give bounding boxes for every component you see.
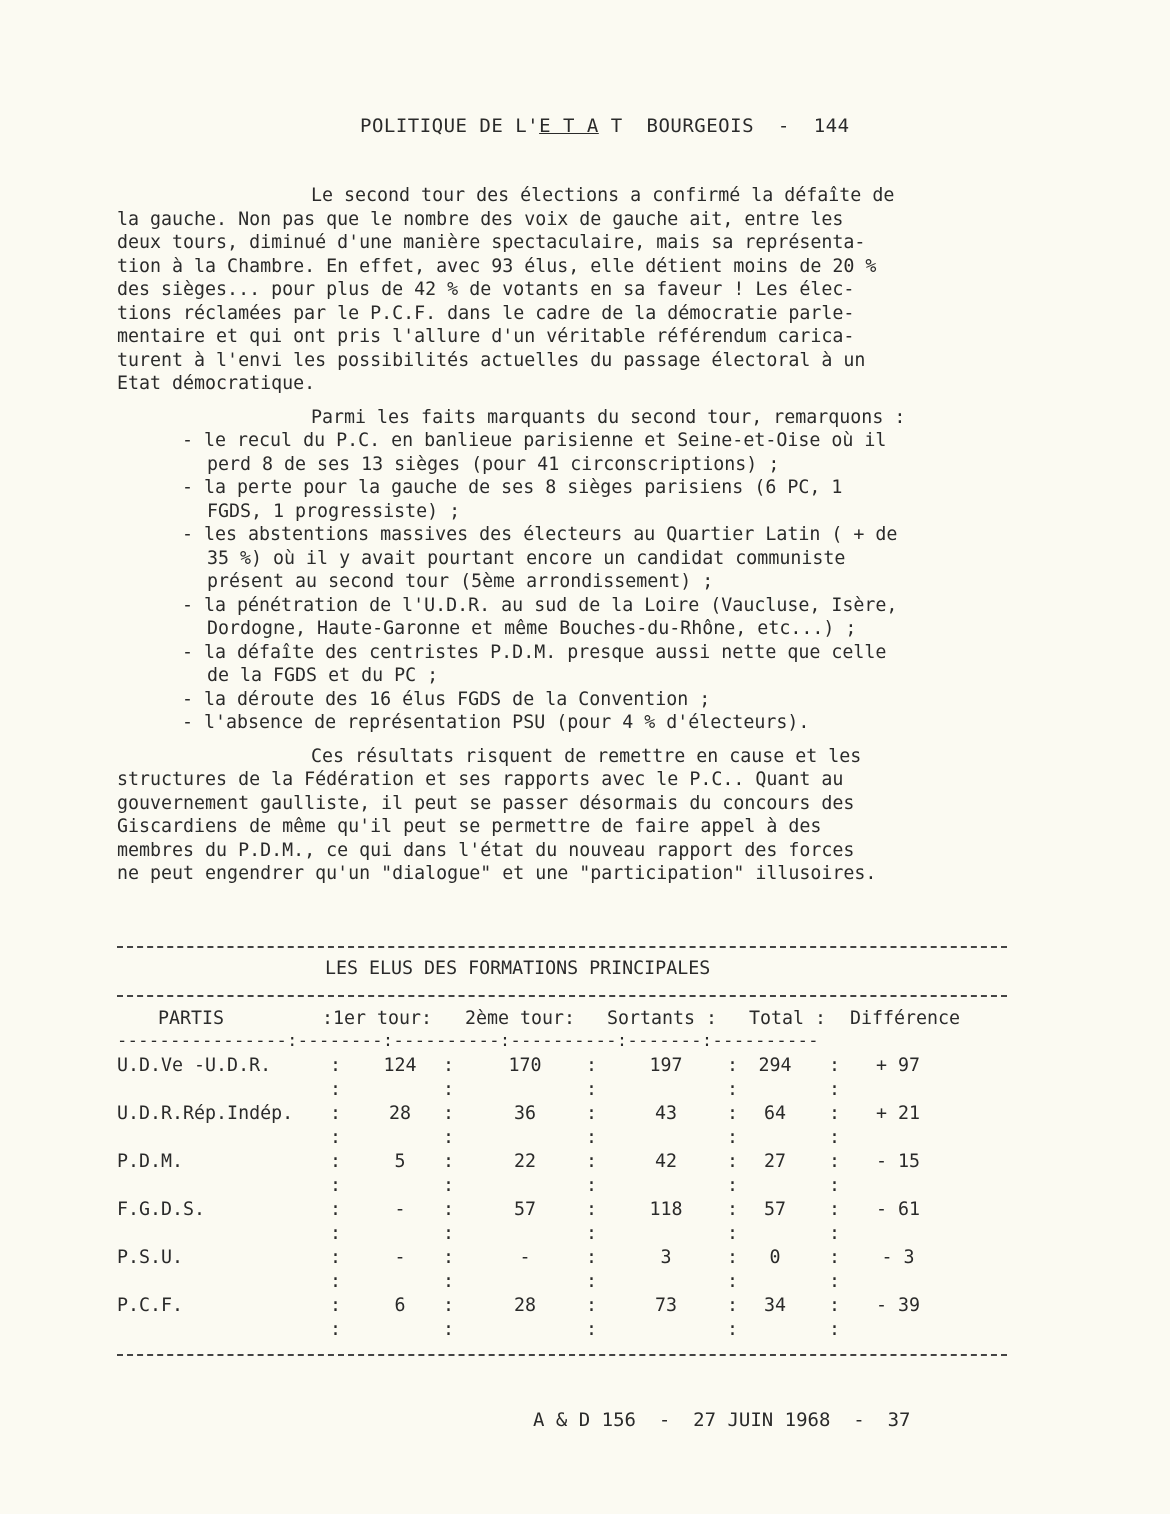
column-separator: : xyxy=(443,1055,455,1076)
column-separator: : xyxy=(829,1295,841,1316)
paragraph-line: Etat démocratique. xyxy=(117,373,316,394)
column-separator: : xyxy=(586,1247,598,1268)
table-cell-total: 34 xyxy=(763,1295,786,1316)
table-cell-sortants: 42 xyxy=(654,1151,677,1172)
table-cell-t1: - xyxy=(394,1247,406,1268)
paragraph-line: la gauche. Non pas que le nombre des voix de gauche ait, entre les xyxy=(117,208,844,230)
column-separator: : xyxy=(330,1175,342,1196)
column-separator: : xyxy=(727,1199,739,1220)
page-footer: A & D 156 - 27 JUIN 1968 - 37 xyxy=(533,1409,911,1431)
table-cell-total: 294 xyxy=(758,1055,792,1076)
paragraph-gap xyxy=(117,396,997,406)
table-cell-diff: + 97 xyxy=(875,1055,921,1076)
table-cell-parti: P.D.M. xyxy=(117,1151,184,1172)
table-cell-t2: 22 xyxy=(513,1151,536,1172)
paragraph-line: deux tours, diminué d'une manière spectaculaire, mais sa représenta- xyxy=(117,232,866,253)
header-part2: E T A xyxy=(539,115,599,137)
paragraph-line: mentaire et qui ont pris l'allure d'un véritable référendum carica- xyxy=(117,326,855,347)
bullet-line: - le recul du P.C. en banlieue parisienne et Seine-et-Oise où il xyxy=(182,430,887,451)
column-separator: : xyxy=(727,1247,739,1268)
bullet-line: - la déroute des 16 élus FGDS de la Convention ; xyxy=(182,688,711,710)
column-separator: : xyxy=(829,1175,841,1196)
column-separator: : xyxy=(443,1247,455,1268)
table-cell-diff: - 61 xyxy=(875,1199,921,1220)
table-cell-t2: 36 xyxy=(513,1103,536,1124)
column-separator: : xyxy=(727,1175,739,1196)
table-cell-total: 27 xyxy=(763,1151,786,1172)
table-cell-t1: - xyxy=(394,1199,406,1220)
paragraph-line: Parmi les faits marquants du second tour, remarquons : xyxy=(311,406,906,428)
table-cell-t1: 28 xyxy=(388,1103,411,1124)
column-separator: : xyxy=(829,1247,841,1268)
column-separator: : xyxy=(727,1319,739,1340)
column-separator: : xyxy=(443,1199,455,1220)
column-separator: : xyxy=(727,1127,739,1148)
table-cell-parti: P.C.F. xyxy=(117,1295,184,1316)
column-separator: : xyxy=(829,1127,841,1148)
table-cell-sortants: 73 xyxy=(654,1295,677,1316)
table-header-rule xyxy=(117,995,1007,997)
table-cell-total: 57 xyxy=(763,1199,786,1220)
table-cell-sortants: 43 xyxy=(654,1103,677,1124)
column-separator: : xyxy=(586,1223,598,1244)
column-separator: : xyxy=(727,1271,739,1292)
column-separator: : xyxy=(586,1151,598,1172)
column-separator: : xyxy=(586,1103,598,1124)
table-header-total: Total : xyxy=(749,1008,827,1029)
table-cell-sortants: 197 xyxy=(649,1055,683,1076)
column-separator: : xyxy=(586,1175,598,1196)
table-cell-parti: U.D.Ve -U.D.R. xyxy=(117,1055,272,1076)
bullet-line: 35 %) où il y avait pourtant encore un candidat communiste xyxy=(207,547,846,569)
table-title: LES ELUS DES FORMATIONS PRINCIPALES xyxy=(325,958,711,979)
column-separator: : xyxy=(829,1223,841,1244)
column-separator: : xyxy=(586,1319,598,1340)
column-separator: : xyxy=(829,1151,841,1172)
column-separator: : xyxy=(443,1319,455,1340)
bullet-line: de la FGDS et du PC ; xyxy=(207,665,439,686)
paragraph-line: Giscardiens de même qu'il peut se permettre de faire appel à des xyxy=(117,816,822,837)
table-cell-diff: - 3 xyxy=(881,1247,915,1268)
column-separator: : xyxy=(586,1271,598,1292)
column-separator: : xyxy=(829,1199,841,1220)
bullet-line: Dordogne, Haute-Garonne et même Bouches-du-Rhône, etc...) ; xyxy=(207,618,857,639)
paragraph-line: Le second tour des élections a confirmé la défaîte de xyxy=(311,185,895,206)
column-separator: : xyxy=(443,1079,455,1100)
table-cell-t1: 6 xyxy=(394,1295,406,1316)
table-cell-sortants: 118 xyxy=(649,1199,683,1220)
column-separator: : xyxy=(443,1295,455,1316)
table-cell-total: 64 xyxy=(763,1103,786,1124)
table-cell-t2: 57 xyxy=(513,1199,536,1220)
table-cell-t1: 124 xyxy=(383,1055,417,1076)
column-separator: : xyxy=(586,1295,598,1316)
bullet-line: présent au second tour (5ème arrondissement) ; xyxy=(207,571,714,592)
header-part3: T BOURGEOIS - 144 xyxy=(598,115,850,137)
table-header-1er-tour: :1er tour: xyxy=(322,1008,433,1029)
column-separator: : xyxy=(727,1055,739,1076)
paragraph-line: structures de la Fédération et ses rapports avec le P.C.. Quant au xyxy=(117,769,844,790)
paragraph-line: Ces résultats risquent de remettre en cause et les xyxy=(311,745,862,767)
column-separator: : xyxy=(829,1319,841,1340)
column-separator: : xyxy=(443,1103,455,1124)
table-cell-t2: - xyxy=(519,1247,531,1268)
table-top-rule xyxy=(117,946,1007,948)
column-separator: : xyxy=(586,1127,598,1148)
paragraph-line: gouvernement gaulliste, il peut se passer désormais du concours des xyxy=(117,792,855,814)
column-separator: : xyxy=(829,1079,841,1100)
column-separator: : xyxy=(443,1271,455,1292)
table-cell-parti: F.G.D.S. xyxy=(117,1199,206,1220)
column-separator: : xyxy=(586,1055,598,1076)
table-header-difference: Différence xyxy=(850,1008,961,1029)
paragraph-gap xyxy=(117,735,997,745)
table-cell-parti: U.D.R.Rép.Indép. xyxy=(117,1103,294,1124)
paragraph-line: turent à l'envi les possibilités actuelles du passage électoral à un xyxy=(117,349,866,371)
column-separator: : xyxy=(443,1175,455,1196)
column-separator: : xyxy=(586,1079,598,1100)
column-separator: : xyxy=(727,1079,739,1100)
table-header-partis: PARTIS xyxy=(158,1008,225,1029)
column-separator: : xyxy=(330,1223,342,1244)
table-separator: ----------------:--------:----------:----------:-------:---------- xyxy=(117,1031,819,1051)
table-cell-parti: P.S.U. xyxy=(117,1247,184,1268)
table-cell-t1: 5 xyxy=(394,1151,406,1172)
table-cell-diff: - 39 xyxy=(875,1295,921,1316)
column-separator: : xyxy=(727,1103,739,1124)
table-header-sortants: Sortants : xyxy=(607,1008,718,1029)
table-header-2eme-tour: 2ème tour: xyxy=(465,1008,576,1029)
table-cell-total: 0 xyxy=(769,1247,781,1268)
column-separator: : xyxy=(330,1199,342,1220)
header-part1: POLITIQUE DE L' xyxy=(360,115,540,137)
column-separator: : xyxy=(727,1295,739,1316)
bullet-line: - la pénétration de l'U.D.R. au sud de la Loire (Vaucluse, Isère, xyxy=(182,594,898,616)
bullet-line: perd 8 de ses 13 sièges (pour 41 circonscriptions) ; xyxy=(207,453,780,475)
table-bottom-rule xyxy=(117,1354,1007,1356)
table-cell-t2: 28 xyxy=(513,1295,536,1316)
column-separator: : xyxy=(443,1223,455,1244)
table-cell-sortants: 3 xyxy=(660,1247,672,1268)
column-separator: : xyxy=(829,1103,841,1124)
column-separator: : xyxy=(330,1103,342,1124)
column-separator: : xyxy=(443,1127,455,1148)
table-cell-diff: - 15 xyxy=(875,1151,921,1172)
paragraph-line: tion à la Chambre. En effet, avec 93 élus, elle détient moins de 20 % xyxy=(117,255,877,277)
column-separator: : xyxy=(330,1319,342,1340)
paragraph-line: membres du P.D.M., ce qui dans l'état du nouveau rapport des forces xyxy=(117,839,855,861)
table-cell-t2: 170 xyxy=(508,1055,542,1076)
paragraph-line: des sièges... pour plus de 42 % de votants en sa faveur ! Les élec- xyxy=(117,279,855,300)
column-separator: : xyxy=(727,1151,739,1172)
column-separator: : xyxy=(330,1271,342,1292)
bullet-line: - la perte pour la gauche de ses 8 sièges parisiens (6 PC, 1 xyxy=(182,477,843,498)
column-separator: : xyxy=(330,1127,342,1148)
bullet-line: - la défaîte des centristes P.D.M. presque aussi nette que celle xyxy=(182,641,887,663)
paragraph-line: tions réclamées par le P.C.F. dans le cadre de la démocratie parle- xyxy=(117,302,855,324)
column-separator: : xyxy=(443,1151,455,1172)
bullet-line: - les abstentions massives des électeurs au Quartier Latin ( + de xyxy=(182,524,898,545)
bullet-line: FGDS, 1 progressiste) ; xyxy=(207,500,461,522)
body-text xyxy=(117,184,997,886)
column-separator: : xyxy=(330,1151,342,1172)
paragraph-line: ne peut engendrer qu'un "dialogue" et une "participation" illusoires. xyxy=(117,863,877,884)
column-separator: : xyxy=(829,1271,841,1292)
bullet-line: - l'absence de représentation PSU (pour 4 % d'électeurs). xyxy=(182,712,810,733)
column-separator: : xyxy=(330,1055,342,1076)
column-separator: : xyxy=(586,1199,598,1220)
column-separator: : xyxy=(727,1223,739,1244)
page-header xyxy=(360,115,850,137)
table-cell-diff: + 21 xyxy=(875,1103,921,1124)
column-separator: : xyxy=(330,1295,342,1316)
column-separator: : xyxy=(330,1247,342,1268)
column-separator: : xyxy=(829,1055,841,1076)
column-separator: : xyxy=(330,1079,342,1100)
